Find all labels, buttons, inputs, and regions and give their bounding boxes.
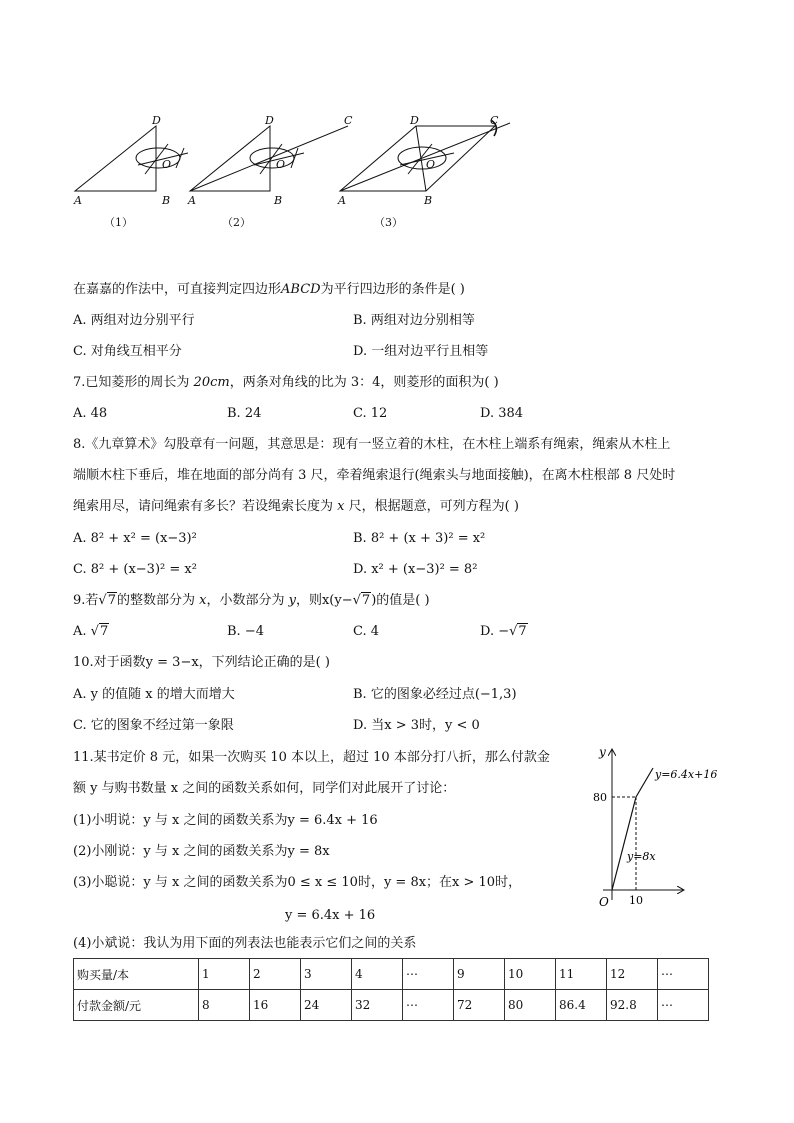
q8-option-d: D. x² + (x−3)² = 8² — [353, 562, 478, 577]
ray-y64x16 — [636, 768, 653, 797]
fig1-label-O: O — [162, 158, 172, 171]
table-cell: 8 — [199, 990, 250, 1021]
figure-2 — [190, 126, 348, 191]
q10-option-b: B. 它的图象必经过点(−1,3) — [353, 687, 517, 702]
purchase-table — [73, 958, 709, 1021]
sqrt-symbol: √7 — [352, 593, 371, 608]
segment-y8x — [612, 797, 636, 890]
table-cell: 4 — [352, 959, 403, 990]
table-row — [74, 959, 709, 990]
origin-label: O — [599, 895, 609, 909]
q11-line-1: 11.某书定价 8 元，如果一次购买 10 本以上，超过 10 本部分打八折，那么付款金 — [73, 750, 550, 765]
q6-option-a: A. 两组对边分别平行 — [73, 313, 195, 328]
construction-figures — [60, 108, 530, 233]
q8-line-3: 绳索用尽，请问绳索有多长？若设绳索长度为 x 尺，根据题意，可列方程为( ) — [73, 499, 519, 514]
q10-stem: 10.对于函数y = 3−x，下列结论正确的是( ) — [73, 655, 330, 670]
fig3-label-O: O — [426, 158, 436, 171]
function-graph — [585, 740, 735, 915]
fig3-label-C: C — [490, 114, 499, 127]
q7-option-b: B. 24 — [227, 406, 262, 421]
q9-option-a: A. √7 — [73, 624, 109, 639]
q6-option-c: C. 对角线互相平分 — [73, 344, 182, 359]
table-cell: ⋯ — [403, 959, 454, 990]
table-cell: 12 — [607, 959, 658, 990]
table-cell: 72 — [454, 990, 505, 1021]
table-header-cell: 付款金额/元 — [74, 990, 199, 1021]
figure-3 — [340, 120, 510, 191]
q11-line-7: (4)小斌说：我认为用下面的列表法也能表示它们之间的关系 — [73, 936, 417, 951]
q11-line-6: y = 6.4x + 16 — [285, 908, 376, 923]
q7-option-a: A. 48 — [73, 406, 108, 421]
fig1-caption: （1） — [104, 216, 133, 229]
fig2-label-D: D — [265, 114, 274, 127]
fig3-caption: （3） — [374, 216, 403, 229]
table-cell: 9 — [454, 959, 505, 990]
table-cell: ⋯ — [658, 959, 709, 990]
q8-option-a: A. 8² + x² = (x−3)² — [73, 531, 197, 546]
q9-stem: 9.若√7的整数部分为 x，小数部分为 y，则x(y−√7)的值是( ) — [73, 593, 430, 608]
q8-option-c: C. 8² + (x−3)² = x² — [73, 562, 197, 577]
y-axis-label: y — [599, 745, 606, 759]
fig1-label-B: B — [162, 194, 171, 207]
q10-option-c: C. 它的图象不经过第一象限 — [73, 718, 234, 733]
q9-option-d: D. −√7 — [480, 624, 527, 639]
sqrt-symbol: √7 — [90, 624, 109, 639]
table-cell: 32 — [352, 990, 403, 1021]
table-cell: 86.4 — [556, 990, 607, 1021]
table-cell: 92.8 — [607, 990, 658, 1021]
fig2-label-O: O — [276, 158, 286, 171]
q11-line-4: (2)小刚说：y 与 x 之间的函数关系为y = 8x — [73, 844, 330, 859]
q9-option-c: C. 4 — [353, 624, 380, 639]
fig2-label-B: B — [274, 194, 283, 207]
fig3-label-D: D — [410, 114, 419, 127]
table-cell: 1 — [199, 959, 250, 990]
x-tick-label: 10 — [629, 894, 643, 907]
q11-line-5: (3)小聪说：y 与 x 之间的函数关系为0 ≤ x ≤ 10时，y = 8x；在x > 10时， — [73, 875, 522, 890]
table-cell: 16 — [250, 990, 301, 1021]
table-cell: 11 — [556, 959, 607, 990]
table-cell: 10 — [505, 959, 556, 990]
fig1-label-D: D — [152, 114, 161, 127]
table-row — [74, 990, 709, 1021]
q6-option-d: D. 一组对边平行且相等 — [353, 344, 489, 359]
q7-option-d: D. 384 — [480, 406, 524, 421]
q6-stem: 在嘉嘉的作法中，可直接判定四边形ABCD为平行四边形的条件是( ) — [73, 282, 465, 297]
fig2-label-A: A — [188, 194, 196, 207]
q7-option-c: C. 12 — [353, 406, 388, 421]
q7-stem: 7.已知菱形的周长为 20cm，两条对角线的比为 3：4，则菱形的面积为( ) — [73, 375, 499, 390]
lower-line-label: y=8x — [627, 850, 656, 863]
table-cell: ⋯ — [658, 990, 709, 1021]
y-tick-label: 80 — [593, 791, 607, 804]
sqrt-symbol: √7 — [98, 593, 116, 608]
q8-line-1: 8.《九章算术》勾股章有一问题，其意思是：现有一竖立着的木柱，在木柱上端系有绳索，绳索从木柱上 — [73, 437, 671, 452]
table-cell: 24 — [301, 990, 352, 1021]
table-header-cell: 购买量/本 — [74, 959, 199, 990]
table-cell: 3 — [301, 959, 352, 990]
q8-line-2: 端顺木柱下垂后，堆在地面的部分尚有 3 尺，牵着绳索退行(绳索头与地面接触)，在离木柱根部 8 尺处时 — [73, 468, 676, 483]
q11-line-3: (1)小明说：y 与 x 之间的函数关系为y = 6.4x + 16 — [73, 813, 378, 828]
q11-line-2: 额 y 与购书数量 x 之间的函数关系如何，同学们对此展开了讨论： — [73, 781, 456, 796]
table-cell: 2 — [250, 959, 301, 990]
table-cell: ⋯ — [403, 990, 454, 1021]
fig2-label-C: C — [344, 114, 353, 127]
fig2-caption: （2） — [222, 216, 251, 229]
fig1-label-A: A — [74, 194, 82, 207]
q9-option-b: B. −4 — [227, 624, 264, 639]
sqrt-symbol: √7 — [509, 624, 527, 639]
q10-option-a: A. y 的值随 x 的增大而增大 — [73, 687, 235, 702]
q6-option-b: B. 两组对边分别相等 — [353, 313, 475, 328]
figure-1 — [75, 126, 188, 191]
fig3-label-A: A — [338, 194, 346, 207]
q8-option-b: B. 8² + (x + 3)² = x² — [353, 531, 486, 546]
fig3-label-B: B — [424, 194, 433, 207]
upper-line-label: y=6.4x+16 — [655, 768, 718, 781]
q10-option-d: D. 当x > 3时，y < 0 — [353, 718, 480, 733]
table-cell: 80 — [505, 990, 556, 1021]
